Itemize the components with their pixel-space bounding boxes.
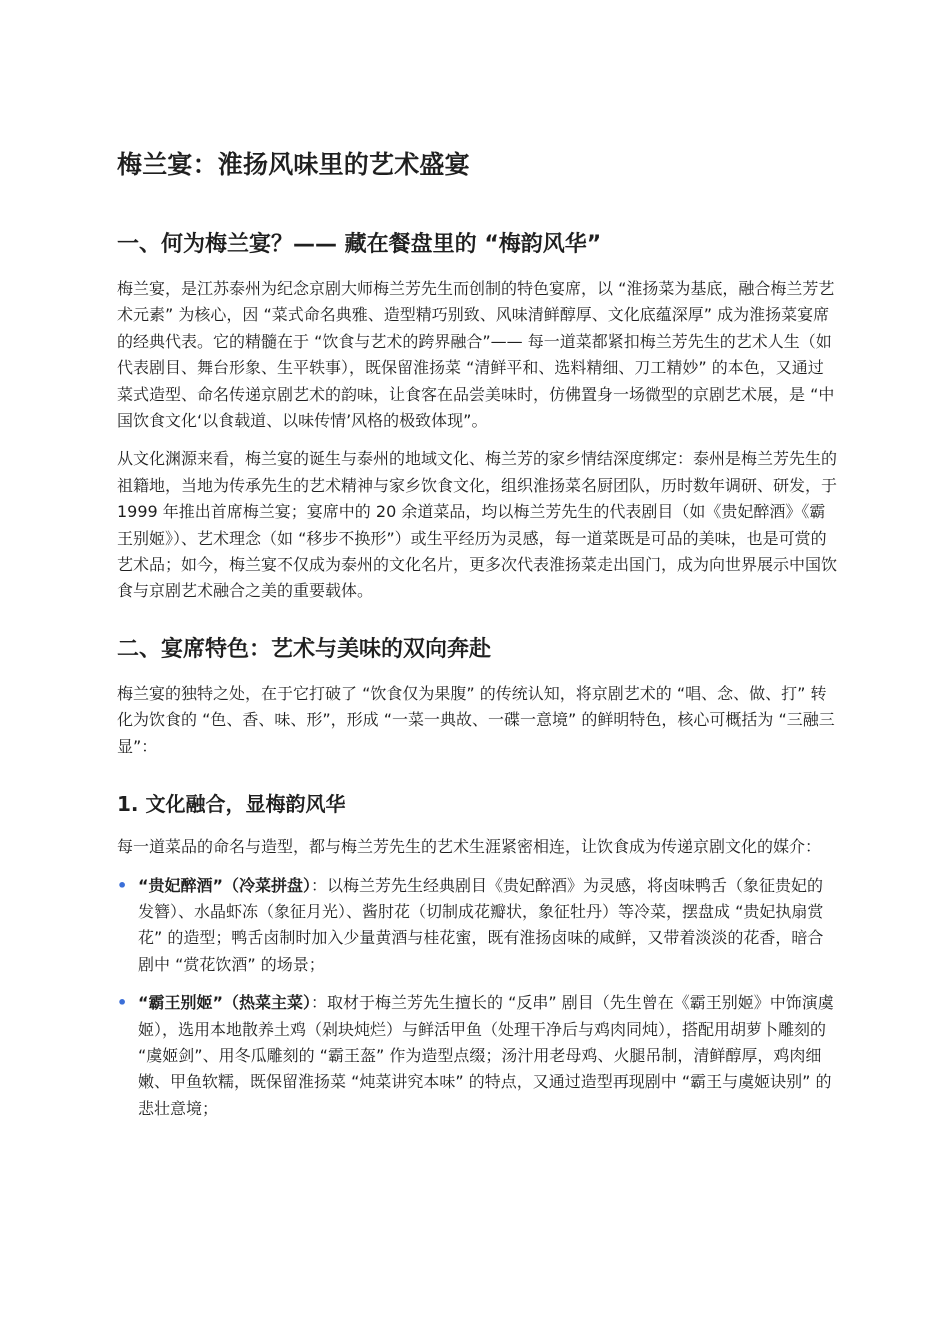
list-item [117, 990, 838, 1122]
subsection-1-intro: 每一道菜品的命名与造型，都与梅兰芳先生的艺术生涯紧密相连，让饮食成为传递京剧文化的媒介： [117, 837, 822, 857]
bullet-icon: • [117, 993, 128, 1013]
bullet-icon: • [117, 875, 128, 895]
dish-title: “霸王别姬”（热菜主菜） [138, 993, 312, 1013]
dish-list [117, 873, 838, 1123]
list-item [117, 873, 838, 979]
dish-description: ：取材于梅兰芳先生擅长的 “反串” 剧目（先生曾在《霸王别姬》中饰演虞姬），选用本地散养土鸡（剁块炖烂）与鲜活甲鱼（处理干净后与鸡肉同炖），搭配用胡萝卜雕刻的 “虞姬剑”、用冬瓜雕刻的 “霸王盔” 作为造型点缀；汤汁用老母鸡、火腿吊制，清鲜醇厚，鸡肉细嫩、甲鱼软糯，既保留淮扬菜 “炖菜讲究本味” 的特点，又通过造型再现剧中 “霸王与虞姬诀别” 的悲壮意境； [138, 993, 834, 1118]
section-2-intro: 梅兰宴的独特之处，在于它打破了 “饮食仅为果腹” 的传统认知，将京剧艺术的 “唱、念、做、打” 转化为饮食的 “色、香、味、形”，形成 “一菜一典故、一碟一意境” 的鲜明特色，核心可概括为 “三融三显”： [117, 683, 835, 756]
section-1-heading: 一、何为梅兰宴？—— 藏在餐盘里的 “梅韵风华” [117, 232, 602, 257]
section-2-heading: 二、宴席特色：艺术与美味的双向奔赴 [117, 636, 492, 662]
dish-title: “贵妃醉酒”（冷菜拼盘） [138, 875, 312, 895]
dish-description: ：以梅兰芳先生经典剧目《贵妃醉酒》为灵感，将卤味鸭舌（象征贵妃的发簪）、水晶虾冻（象征月光）、酱肘花（切制成花瓣状，象征牡丹）等冷菜，摆盘成 “贵妃执扇赏花” 的造型；鸭舌卤制时加入少量黄酒与桂花蜜，既有淮扬卤味的咸鲜，又带着淡淡的花香，暗合剧中 “赏花饮酒” 的场景； [138, 875, 824, 974]
section-1-paragraph-1: 梅兰宴，是江苏泰州为纪念京剧大师梅兰芳先生而创制的特色宴席，以 “淮扬菜为基底，融合梅兰芳艺术元素” 为核心，因 “菜式命名典雅、造型精巧别致、风味清鲜醇厚、文化底蕴深厚” 成为淮扬菜宴席的经典代表。它的精髓在于 “饮食与艺术的跨界融合”—— 每一道菜都紧扣梅兰芳先生的艺术人生（如代表剧目、舞台形象、生平轶事），既保留淮扬菜 “清鲜平和、选料精细、刀工精妙” 的本色，又通过菜式造型、命名传递京剧艺术的韵味，让食客在品尝美味时，仿佛置身一场微型的京剧艺术展，是 “中国饮食文化‘以食载道、以味传情’风格的极致体现”。 [117, 279, 835, 431]
section-1-paragraph-2: 从文化渊源来看，梅兰宴的诞生与泰州的地域文化、梅兰芳的家乡情结深度绑定：泰州是梅兰芳先生的祖籍地，当地为传承先生的艺术精神与家乡饮食文化，组织淮扬菜名厨团队，历时数年调研、研发，于 1999 年推出首席梅兰宴；宴席中的 20 余道菜品，均以梅兰芳先生的代表剧目（如《贵妃醉酒》《霸王别姬》）、艺术理念（如 “移步不换形”）或生平经历为灵感，每一道菜既是可品的美味，也是可赏的艺术品；如今，梅兰宴不仅成为泰州的文化名片，更多次代表淮扬菜走出国门，成为向世界展示中国饮食与京剧艺术融合之美的重要载体。 [117, 449, 838, 601]
subsection-1-heading: 1. 文化融合，显梅韵风华 [117, 792, 346, 817]
page-title: 梅兰宴：淮扬风味里的艺术盛宴 [117, 150, 470, 179]
